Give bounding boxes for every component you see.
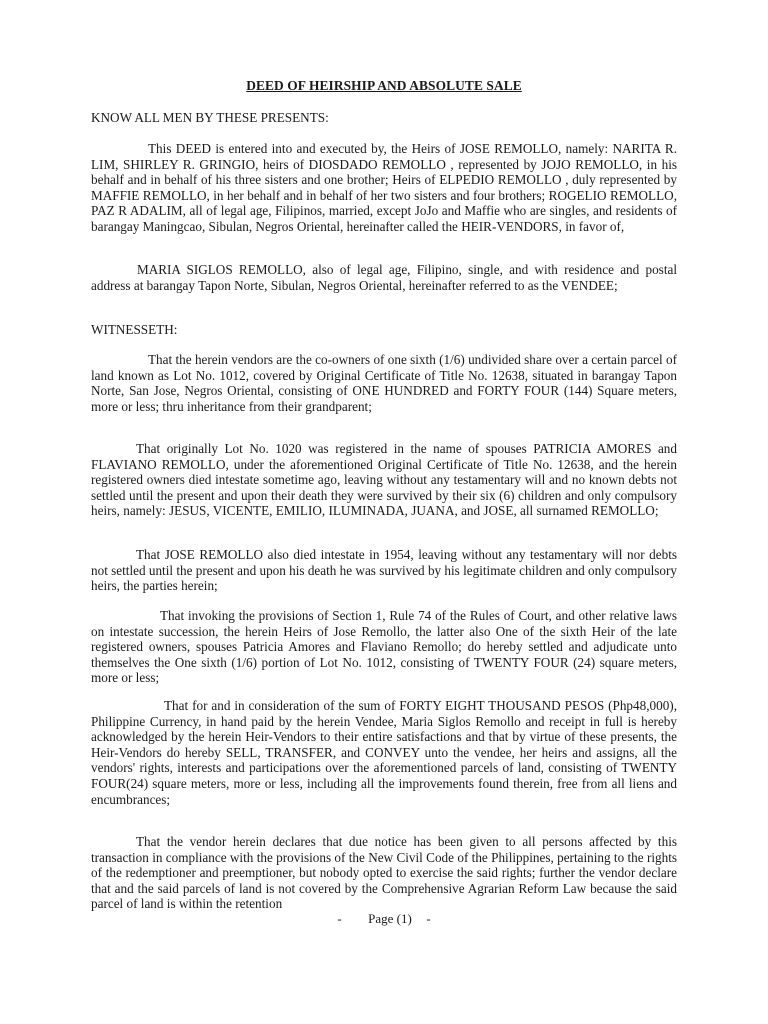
paragraph-co-owners: That the herein vendors are the co-owners of one sixth (1/6) undivided share over a certain parcel of land known as Lot No. 1012, covered by Original Certificate of Title No. 12638, situated in barangay Tapon Norte, San Jose, Negros Oriental, consisting of ONE HUNDRED and FORTY FOUR (144) Square meters, more or less; thru inheritance from their grandparent; (91, 352, 677, 414)
paragraph-adjudication: That invoking the provisions of Section 1, Rule 74 of the Rules of Court, and other relative laws on intestate succession, the herein Heirs of Jose Remollo, the latter also One of the sixth Heir of the late registered owners, spouses Patricia Amores and Flaviano Remollo; do hereby settled and adjudicate unto themselves the One sixth (1/6) portion of Lot No. 1012, consisting of TWENTY FOUR (24) square meters, more or less; (91, 608, 677, 686)
paragraph-consideration: That for and in consideration of the sum of FORTY EIGHT THOUSAND PESOS (Php48,000), Philippine Currency, in hand paid by the herein Vendee, Maria Siglos Remollo and receipt in full is hereby acknowledged by the herein Heir-Vendors to their entire satisfactions and that by virtue of these presents, the Heir-Vendors do hereby SELL, TRANSFER, and CONVEY unto the vendee, her heirs and assigns, all the vendors' rights, interests and participations over the aforementioned parcels of land, consisting of TWENTY FOUR(24) square meters, more or less, including all the improvements found therein, free from all liens and encumbrances; (91, 698, 677, 807)
paragraph-registration: That originally Lot No. 1020 was registered in the name of spouses PATRICIA AMORES and FLAVIANO REMOLLO, under the aforementioned Original Certificate of Title No. 12638, and the herein registered owners died intestate sometime ago, leaving without any testamentary will and no known debts not settled until the present and upon their death they were survived by their six (6) children and only compulsory heirs, namely: JESUS, VICENTE, EMILIO, ILUMINADA, JUANA, and JOSE, all surnamed REMOLLO; (91, 441, 677, 519)
paragraph-intestate: That JOSE REMOLLO also died intestate in 1954, leaving without any testamentary will nor debts not settled until the present and upon his death he was survived by his legitimate children and only compulsory heirs, the parties herein; (91, 547, 677, 594)
witnesseth-heading: WITNESSETH: (91, 322, 178, 337)
paragraph-vendee: MARIA SIGLOS REMOLLO, also of legal age, Filipino, single, and with residence and postal address at barangay Tapon Norte, Sibulan, Negros Oriental, hereinafter referred to as the VENDEE; (91, 262, 677, 293)
paragraph-notice: That the vendor herein declares that due notice has been given to all persons affected by this transaction in compliance with the provisions of the New Civil Code of the Philippines, pertaining to the rights of the redemptioner and preemptioner, but nobody opted to exercise the said rights; further the vendor declare that and the said parcels of land is not covered by the Comprehensive Agrarian Reform Law because the said parcel of land is within the retention (91, 834, 677, 912)
paragraph-parties: This DEED is entered into and executed by, the Heirs of JOSE REMOLLO, namely: NARITA R. LIM, SHIRLEY R. GRINGIO, heirs of DIOSDADO REMOLLO , represented by JOJO REMOLLO, in his behalf and in behalf of his three sisters and one brother; Heirs of ELPEDIO REMOLLO , duly represented by MAFFIE REMOLLO, in her behalf and in behalf of her two sisters and four brothers; ROGELIO REMOLLO, PAZ R ADALIM, all of legal age, Filipinos, married, except JoJo and Maffie who are singles, and residents of barangay Maningcao, Sibulan, Negros Oriental, hereinafter called the HEIR-VENDORS, in favor of, (91, 141, 677, 234)
footer-dash-right: - (426, 911, 431, 926)
page-number: Page (1) (368, 911, 412, 926)
document-title: DEED OF HEIRSHIP AND ABSOLUTE SALE (246, 78, 522, 93)
footer-dash-left: - (337, 911, 342, 926)
opening-line: KNOW ALL MEN BY THESE PRESENTS: (91, 110, 329, 125)
page-footer (0, 911, 768, 927)
